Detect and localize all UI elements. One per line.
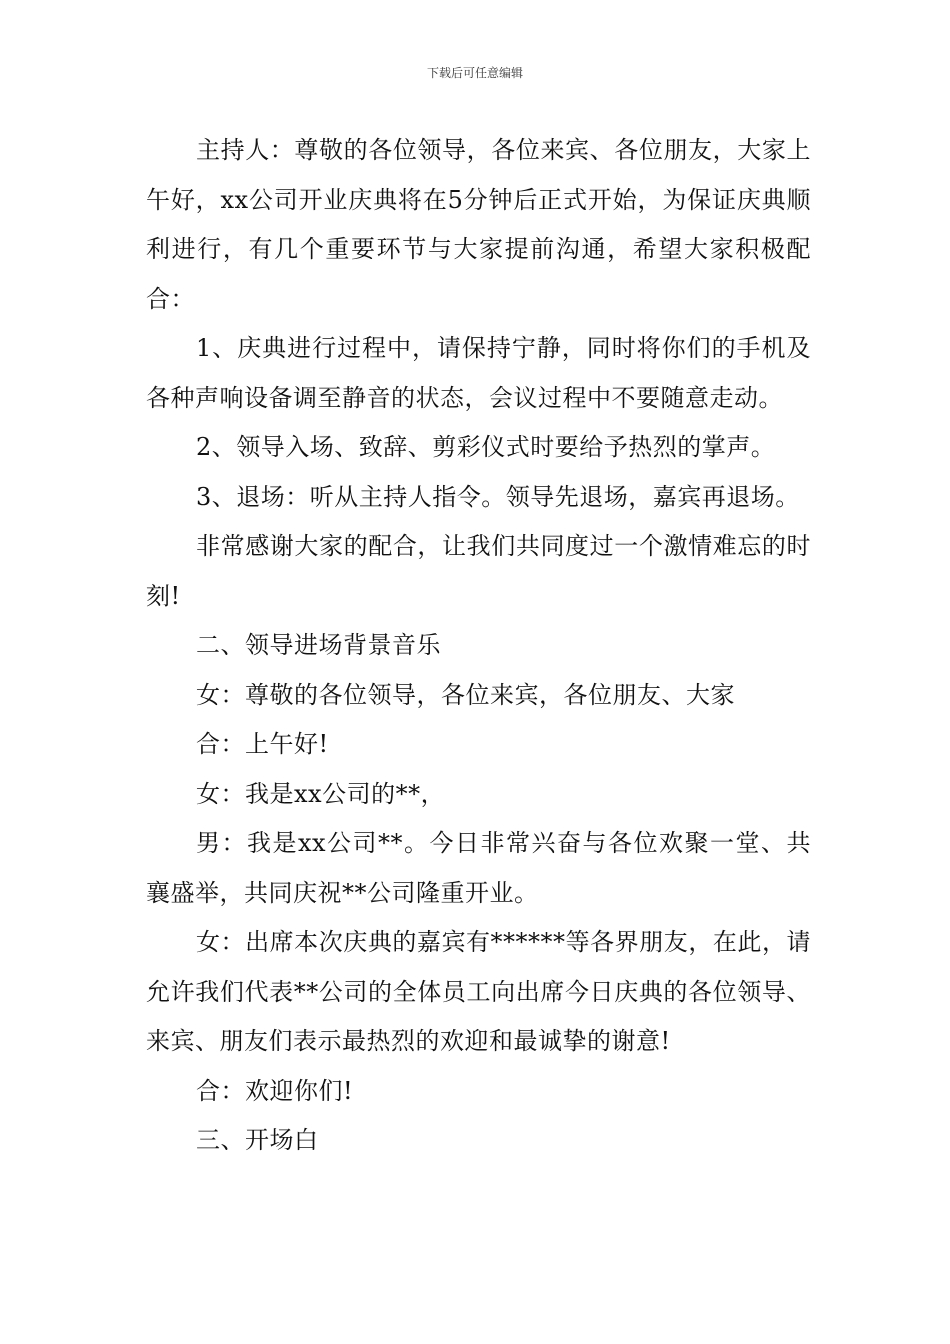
paragraph-male-intro: 男：我是xx公司**。今日非常兴奋与各位欢聚一堂、共襄盛举，共同庆祝**公司隆重开业。 [146, 829, 811, 907]
paragraph-rule-3: 3、退场：听从主持人指令。领导先退场，嘉宾再退场。 [196, 482, 800, 511]
section-heading-2: 二、领导进场背景音乐 [196, 631, 441, 659]
paragraph-welcome: 合：欢迎你们! [196, 1076, 354, 1105]
paragraph-together-greeting: 合：上午好! [196, 730, 329, 758]
paragraph-female-greeting: 女：尊敬的各位领导，各位来宾，各位朋友、大家 [196, 680, 735, 709]
paragraph-host-intro: 主持人：尊敬的各位领导，各位来宾、各位朋友，大家上午好，xx公司开业庆典将在5分钟后正式开始，为保证庆典顺利进行，有几个重要环节与大家提前沟通，希望大家积极配合： [146, 136, 811, 313]
page-header: 下载后可任意编辑 [426, 66, 523, 80]
document-body [146, 126, 811, 1166]
section-heading-3: 三、开场白 [196, 1126, 319, 1154]
paragraph-thanks: 非常感谢大家的配合，让我们共同度过一个激情难忘的时刻! [146, 532, 811, 610]
paragraph-female-intro: 女：我是xx公司的**， [196, 779, 446, 808]
paragraph-rule-2: 2、领导入场、致辞、剪彩仪式时要给予热烈的掌声。 [196, 433, 776, 461]
paragraph-guests: 女：出席本次庆典的嘉宾有******等各界朋友，在此，请允许我们代表**公司的全体员工向出席今日庆典的各位领导、来宾、朋友们表示最热烈的欢迎和最诚挚的谢意! [146, 928, 811, 1055]
paragraph-rule-1: 1、庆典进行过程中，请保持宁静，同时将你们的手机及各种声响设备调至静音的状态，会议过程中不要随意走动。 [146, 334, 811, 412]
